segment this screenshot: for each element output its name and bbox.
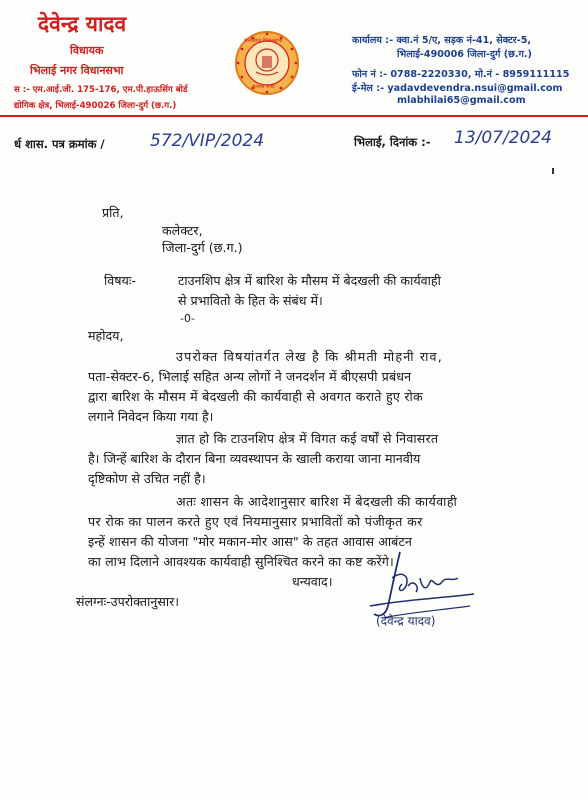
para2-line2: है। जिन्हें बारिश के दौरान बिना व्यवस्थापन के खाली कराया जाना मानवीय [88, 451, 421, 466]
para1-line4: लगाने निवेदन किया गया है। [88, 409, 214, 424]
subject-line1: टाउनशिप क्षेत्र में बारिश के मौसम में बेदखली की कार्यवाही [178, 273, 441, 288]
subject-separator: -0- [180, 312, 195, 325]
salutation: महोदय, [88, 328, 124, 343]
para2-line3: दृष्टिकोण से उचित नहीं है। [88, 471, 206, 486]
letterhead-divider [0, 115, 588, 117]
letterhead-address-line1: स :- एम.आई.जी. 175-176, एम.पी.हाऊसिंग बोर्ड [14, 85, 188, 95]
prati-label: प्रति, [102, 205, 124, 220]
office-address-line1: कार्यालय :- क्वा.नं 5/ए, सड़क नं-41, सेक्टर-5, [352, 35, 532, 46]
ref-label: र्ध शास. पत्र क्रमांक / [14, 137, 105, 151]
para3-line3: इन्हें शासन की योजना "मोर मकान-मोर आस" के तहत आवास आबंटन [88, 534, 413, 549]
letterhead-constituency: भिलाई नगर विधानसभा [30, 64, 124, 77]
para2-line1: ज्ञात हो कि टाउनशिप क्षेत्र में विगत कई वर्षों से निवासरत [176, 431, 439, 446]
office-address-line2: भिलाई-490006 जिला-दुर्ग (छ.ग.) [397, 49, 532, 60]
ref-number: 572/VIP/2024 [150, 131, 265, 151]
email-primary: ई-मेल :- yadavdevendra.nsui@gmail.com [352, 83, 563, 94]
date-label: भिलाई, दिनांक :- [354, 135, 431, 149]
subject-label: विषयः- [104, 273, 136, 288]
para3-line4: का लाभ दिलाने आवश्यक कार्यवाही सुनिश्चित करने का कष्ट करेंगे। [88, 554, 394, 569]
letterhead-address-line2: द्योगिक क्षेत्र, भिलाई-490026 जिला-दुर्ग (छ.ग.) [14, 101, 177, 111]
recipient-line2: जिला-दुर्ग (छ.ग.) [162, 240, 243, 255]
ink-mark [552, 168, 554, 174]
seal-bottom-text: सत्यमेव जयते [252, 85, 275, 90]
email-secondary: mlabhilai65@gmail.com [397, 95, 526, 106]
para1-line2: पता-सेक्टर-6, भिलाई सहित अन्य लोगों ने जनदर्शन में बीएसपी प्रबंधन [88, 369, 412, 384]
para1-line1: उपरोक्त विषयांतर्गत लेख है कि श्रीमती मोहनी राव, [176, 349, 443, 364]
signatory-name: (देवेन्द्र यादव) [376, 614, 436, 628]
thanks: धन्यवाद। [292, 574, 333, 589]
date-value: 13/07/2024 [454, 128, 552, 148]
enclosure: संलग्नः-उपरोक्तानुसार। [76, 594, 180, 609]
subject-line2: से प्रभावितो के हित के संबंध में। [178, 293, 323, 308]
para3-line1: अतः शासन के आदेशानुसार बारिश में बेदखली की कार्यवाही [176, 494, 458, 509]
para1-line3: द्वारा बारिश के मौसम में बेदखली की कार्यवाही से अवगत कराते हुए रोक [88, 389, 423, 404]
seal-top-text: छत्तीसगढ़ विधानसभा [244, 38, 283, 44]
recipient-line1: कलेक्टर, [162, 223, 203, 238]
letterhead-designation: विधायक [70, 44, 104, 57]
phone-numbers: फोन नं :- 0788-2220330, मो.नं - 8959111115 [352, 69, 570, 80]
letterhead-name: देवेन्द्र यादव [38, 12, 127, 36]
para3-line2: पर रोक का पालन करते हुए एवं नियमानुसार प्रभावितों को पंजीकृत कर [88, 514, 423, 529]
